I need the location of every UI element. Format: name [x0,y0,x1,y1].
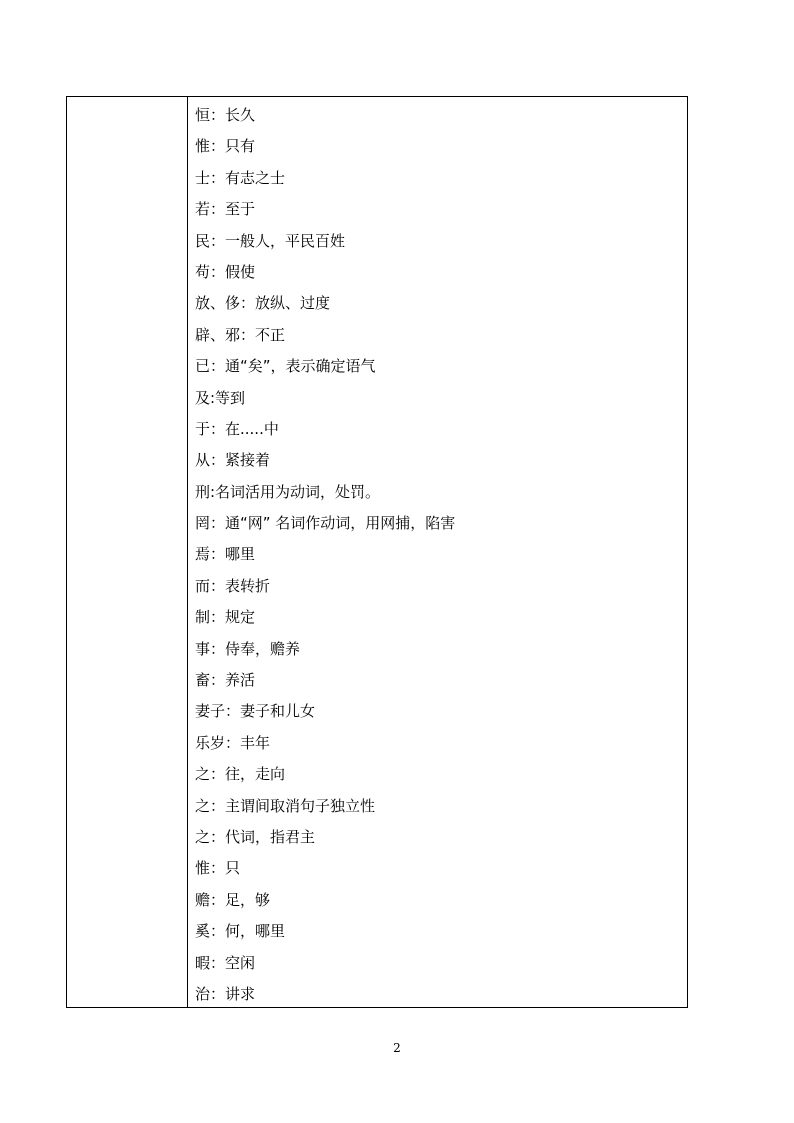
vocabulary-entry: 从：紧接着 [195,451,271,470]
page-number: 2 [393,1041,401,1055]
vocabulary-entry: 罔：通“网” 名词作动词，用网捕，陷害 [195,514,456,533]
vocabulary-entry: 暇：空闲 [195,953,256,972]
column-divider [187,97,188,1007]
vocabulary-entry: 已：通“矣”，表示确定语气 [195,357,376,376]
vocabulary-entry: 妻子：妻子和儿女 [195,702,316,721]
vocabulary-entry: 之：往，走向 [195,765,286,784]
vocabulary-entry: 治：讲求 [195,984,256,1003]
vocabulary-entry: 乐岁：丰年 [195,733,271,752]
vocabulary-entry: 士：有志之士 [195,168,286,187]
vocabulary-entry: 制：规定 [195,608,256,627]
vocabulary-entry: 奚：何，哪里 [195,922,286,941]
vocabulary-table [66,96,688,1008]
vocabulary-entry: 畜：养活 [195,671,256,690]
vocabulary-entry: 惟：只 [195,859,241,878]
table-left-cell [67,97,187,1007]
vocabulary-entry: 焉：哪里 [195,545,256,564]
vocabulary-entry: 恒：长久 [195,106,256,124]
vocabulary-list [195,97,687,1012]
vocabulary-entry: 辟、邪：不正 [195,325,286,344]
vocabulary-entry: 民：一般人，平民百姓 [195,231,346,250]
vocabulary-entry: 而：表转折 [195,576,271,595]
vocabulary-entry: 于：在.....中 [195,419,279,438]
vocabulary-entry: 刑:名词活用为动词，处罚。 [195,482,381,501]
vocabulary-entry: 若：至于 [195,200,256,219]
table-right-cell [195,97,687,1007]
vocabulary-entry: 之：主谓间取消句子独立性 [195,796,376,815]
vocabulary-entry: 惟：只有 [195,137,256,156]
vocabulary-entry: 之：代词，指君主 [195,827,316,846]
vocabulary-entry: 放、侈：放纵、过度 [195,294,331,313]
vocabulary-entry: 事：侍奉，赡养 [195,639,301,658]
vocabulary-entry: 赡：足，够 [195,890,271,909]
vocabulary-entry: 及:等到 [195,388,246,407]
vocabulary-entry: 苟：假使 [195,262,256,281]
